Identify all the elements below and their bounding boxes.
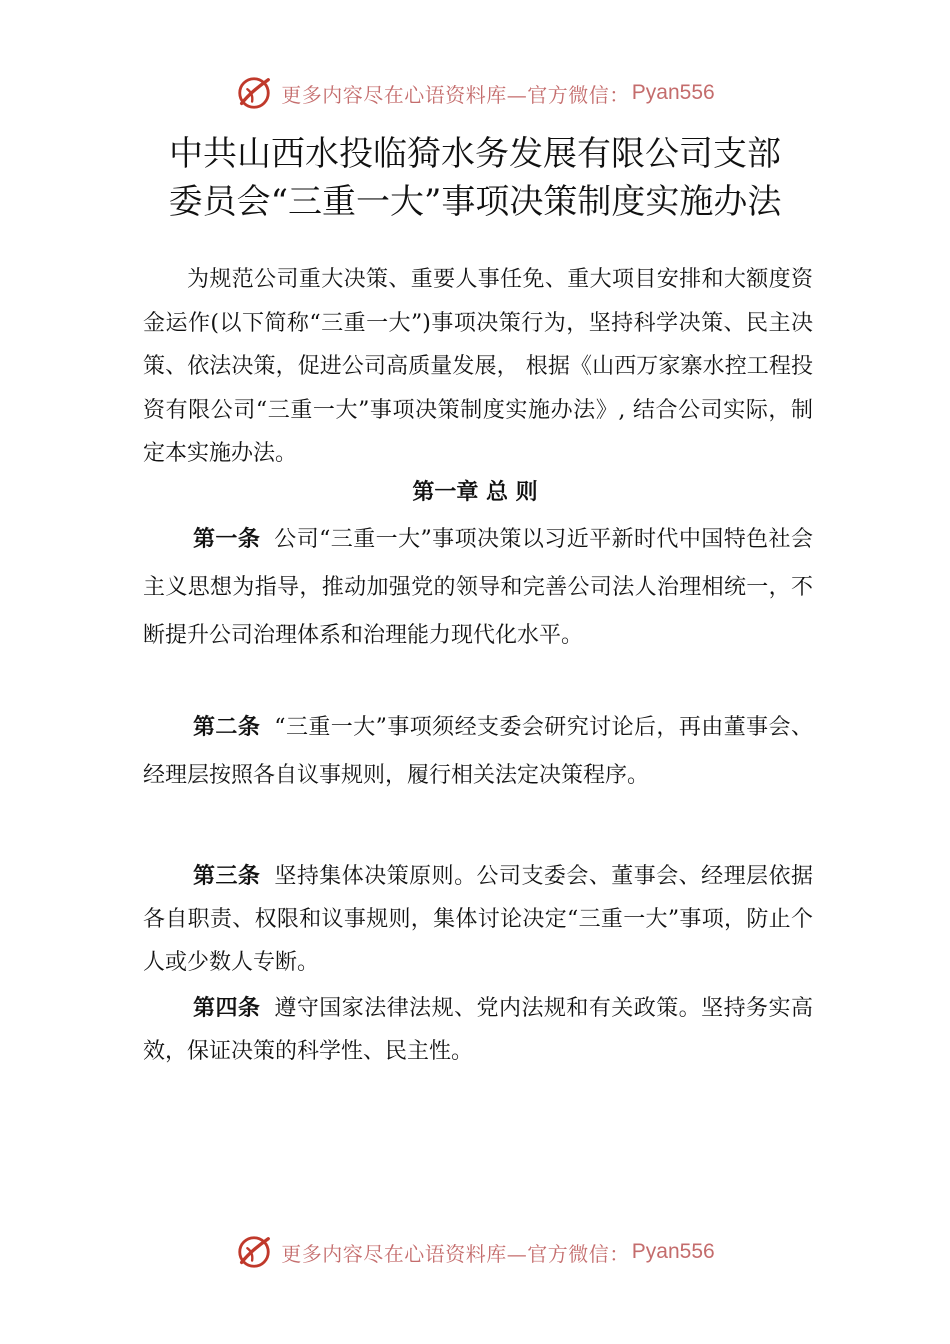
banner-wechat-id: Pyan556 <box>631 1240 715 1263</box>
article-label: 第四条 <box>193 996 261 1021</box>
brush-circle-logo-icon <box>235 1233 273 1271</box>
article-3 <box>143 855 813 984</box>
chapter-heading: 第一章 总 则 <box>412 480 538 505</box>
intro-paragraph <box>143 258 813 476</box>
document-title <box>0 130 950 226</box>
article-text: 坚持集体决策原则。公司支委会、董事会、经理层依据各自职责、权限和议事规则，集体讨论决定“三重一大”事项，防止个人或少数人专断。 <box>143 864 813 975</box>
title-line-2: 委员会“三重一大”事项决策制度实施办法 <box>168 182 782 222</box>
title-line-1: 中共山西水投临猗水务发展有限公司支部 <box>169 134 781 174</box>
banner-text: 更多内容尽在心语资料库—官方微信： <box>281 1241 630 1266</box>
article-text: 遵守国家法律法规、党内法规和有关政策。坚持务实高效，保证决策的科学性、民主性。 <box>143 996 813 1064</box>
article-text: “三重一大”事项须经支委会研究讨论后，再由董事会、经理层按照各自议事规则，履行相关法定决策程序。 <box>143 715 813 788</box>
article-label: 第三条 <box>193 864 261 889</box>
article-label: 第二条 <box>193 715 261 740</box>
article-4 <box>143 987 813 1073</box>
banner-wechat-id: Pyan556 <box>631 81 715 104</box>
intro-text: 为规范公司重大决策、重要人事任免、重大项目安排和大额度资金运作(以下简称“三重一大”)事项决策行为，坚持科学决策、民主决策、依法决策，促进公司高质量发展， 根据《山西万家寨水控工程投资有限公司“三重一大”事项决策制度实施办法》, 结合公司实际，制定本实施办法。 <box>143 267 813 466</box>
brush-circle-logo-icon <box>235 74 273 112</box>
article-label: 第一条 <box>193 527 261 552</box>
article-2 <box>143 704 813 800</box>
banner-text: 更多内容尽在心语资料库—官方微信： <box>281 82 630 107</box>
footer-banner <box>0 1230 950 1274</box>
article-text: 公司“三重一大”事项决策以习近平新时代中国特色社会主义思想为指导，推动加强党的领导和完善公司法人治理相统一，不断提升公司治理体系和治理能力现代化水平。 <box>143 527 813 648</box>
article-1 <box>143 516 813 660</box>
header-banner <box>0 71 950 115</box>
